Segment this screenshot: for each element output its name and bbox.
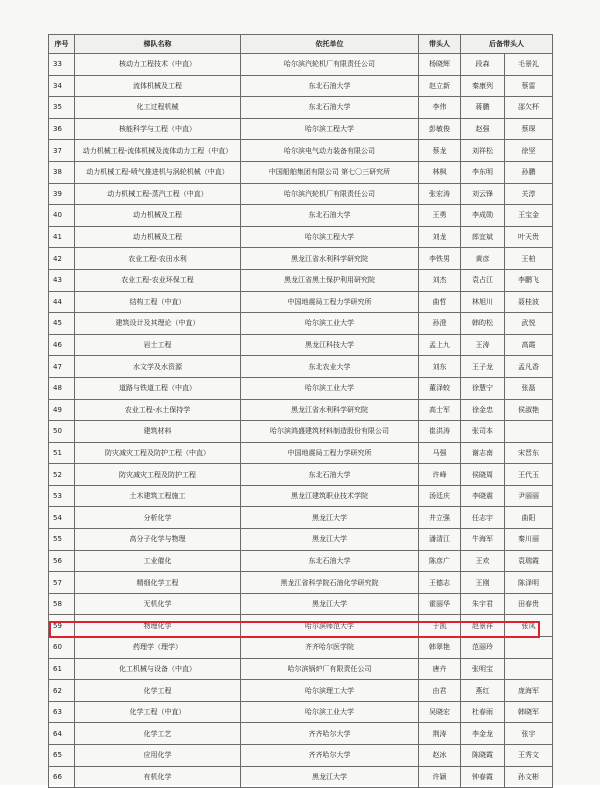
team-name: 化学工程（中直） [75,701,241,723]
backup-leader-1: 李成勋 [461,205,505,227]
backup-leader-2: 庞海军 [505,680,553,702]
row-index: 40 [49,205,75,227]
host-unit: 中国地震局工程力学研究所 [241,291,419,313]
table-row [49,226,553,248]
row-index: 36 [49,118,75,140]
row-index: 35 [49,97,75,119]
table-row [49,421,553,443]
leader: 张宏涛 [419,183,461,205]
row-index: 60 [49,637,75,659]
backup-leader-1: 刘云锋 [461,183,505,205]
backup-leader-2: 蔡琛 [505,118,553,140]
backup-leader-1: 张司本 [461,421,505,443]
table-row [49,701,553,723]
row-index: 33 [49,54,75,76]
team-name: 动力机械工程-喷气推进机与涡轮机械（中直） [75,161,241,183]
table-row [49,140,553,162]
team-name: 化工机械与设备（中直） [75,658,241,680]
header-backup-leader: 后备带头人 [461,35,553,54]
backup-leader-2: 王代玉 [505,464,553,486]
team-name: 核能科学与工程（中直） [75,118,241,140]
host-unit: 哈尔滨鸿盛建筑材料制造股份有限公司 [241,421,419,443]
backup-leader-1: 李金龙 [461,723,505,745]
team-name: 土木建筑工程施工 [75,485,241,507]
backup-leader-1: 李东明 [461,161,505,183]
host-unit: 哈尔滨汽轮机厂有限责任公司 [241,183,419,205]
host-unit: 黑龙江省水利科学研究院 [241,248,419,270]
table-row [49,680,553,702]
row-index: 64 [49,723,75,745]
table-row [49,399,553,421]
row-index: 55 [49,529,75,551]
row-index: 39 [49,183,75,205]
row-index: 50 [49,421,75,443]
backup-leader-1: 段森 [461,54,505,76]
leader: 井立强 [419,507,461,529]
backup-leader-2 [505,637,553,659]
table-row [49,291,553,313]
backup-leader-2: 王秀文 [505,745,553,767]
row-index: 62 [49,680,75,702]
backup-leader-2: 袁瑞霞 [505,550,553,572]
backup-leader-1: 牛海军 [461,529,505,551]
team-name: 防灾减灾工程及防护工程（中直） [75,442,241,464]
leader: 林枫 [419,161,461,183]
row-index: 51 [49,442,75,464]
leader: 许峰 [419,464,461,486]
team-name: 分析化学 [75,507,241,529]
host-unit: 东北石油大学 [241,550,419,572]
table-row [49,572,553,594]
leader: 高士军 [419,399,461,421]
leader: 孙澄 [419,313,461,335]
table-row [49,75,553,97]
row-index: 66 [49,766,75,788]
team-name: 水文学及水资源 [75,356,241,378]
leader: 刘杰 [419,269,461,291]
team-name: 建筑材料 [75,421,241,443]
host-unit: 黑龙江省黑土保护利用研究院 [241,269,419,291]
backup-leader-1: 赵强 [461,118,505,140]
team-name: 动力机械工程-流体机械及流体动力工程（中直） [75,140,241,162]
leader: 刘东 [419,356,461,378]
table-row [49,637,553,659]
row-index: 52 [49,464,75,486]
backup-leader-2: 孙鹏 [505,161,553,183]
backup-leader-1: 张明宝 [461,658,505,680]
leader: 陈彦广 [419,550,461,572]
backup-leader-1: 林旭川 [461,291,505,313]
row-index: 58 [49,593,75,615]
backup-leader-1: 郎宜斌 [461,226,505,248]
backup-leader-2: 尹丽丽 [505,485,553,507]
backup-leader-1: 杜春雨 [461,701,505,723]
leader: 董泽蛟 [419,377,461,399]
backup-leader-1: 李晓震 [461,485,505,507]
host-unit: 黑龙江建筑职业技术学院 [241,485,419,507]
host-unit: 东北石油大学 [241,97,419,119]
backup-leader-1: 王欢 [461,550,505,572]
leader: 马强 [419,442,461,464]
team-name: 精细化学工程 [75,572,241,594]
table-row [49,464,553,486]
table-row [49,54,553,76]
backup-leader-1: 王刚 [461,572,505,594]
leader: 潘清江 [419,529,461,551]
backup-leader-2 [505,421,553,443]
header-team-name: 梯队名称 [75,35,241,54]
backup-leader-2: 孟凡香 [505,356,553,378]
team-name: 物理化学 [75,615,241,637]
leader: 彭敏俊 [419,118,461,140]
table-row [49,205,553,227]
backup-leader-2: 张凤 [505,615,553,637]
table-row [49,723,553,745]
row-index: 59 [49,615,75,637]
team-name: 动力机械及工程 [75,226,241,248]
table-body [49,54,553,788]
backup-leader-1: 蒋鹏 [461,97,505,119]
host-unit: 中国地震局工程力学研究所 [241,442,419,464]
backup-leader-2: 王柏 [505,248,553,270]
team-name: 工业催化 [75,550,241,572]
row-index: 65 [49,745,75,767]
table-row [49,507,553,529]
host-unit: 齐齐哈尔大学 [241,745,419,767]
backup-leader-2: 聂桂波 [505,291,553,313]
table-row [49,97,553,119]
leader: 杨晓辉 [419,54,461,76]
row-index: 37 [49,140,75,162]
row-index: 42 [49,248,75,270]
host-unit: 东北石油大学 [241,464,419,486]
leader: 许颖 [419,766,461,788]
backup-leader-1: 徐慧宁 [461,377,505,399]
table-row [49,118,553,140]
team-name: 农业工程-农业环保工程 [75,269,241,291]
table-row [49,377,553,399]
backup-leader-1: 陈晓霞 [461,745,505,767]
host-unit: 东北石油大学 [241,75,419,97]
row-index: 61 [49,658,75,680]
table-row [49,334,553,356]
backup-leader-1: 韩昀松 [461,313,505,335]
backup-leader-2: 孙文彬 [505,766,553,788]
backup-leader-1: 刘祥松 [461,140,505,162]
row-index: 47 [49,356,75,378]
leader: 由君 [419,680,461,702]
host-unit: 哈尔滨工业大学 [241,377,419,399]
table-row [49,313,553,335]
host-unit: 黑龙江省水利科学研究院 [241,399,419,421]
row-index: 53 [49,485,75,507]
row-index: 56 [49,550,75,572]
row-index: 63 [49,701,75,723]
host-unit: 黑龙江大学 [241,593,419,615]
host-unit: 哈尔滨电气动力装备有限公司 [241,140,419,162]
backup-leader-1: 王子龙 [461,356,505,378]
team-name: 结构工程（中直） [75,291,241,313]
table-row [49,529,553,551]
backup-leader-1: 秦康列 [461,75,505,97]
backup-leader-2: 秦川丽 [505,529,553,551]
leader: 崔洪涛 [419,421,461,443]
backup-leader-1: 范丽玲 [461,637,505,659]
leader: 曲哲 [419,291,461,313]
team-name: 流体机械及工程 [75,75,241,97]
leader: 荆涛 [419,723,461,745]
host-unit: 哈尔滨汽轮机厂有限责任公司 [241,54,419,76]
leader: 赵冰 [419,745,461,767]
host-unit: 哈尔滨工程大学 [241,118,419,140]
leader: 蔡龙 [419,140,461,162]
leader: 李铁男 [419,248,461,270]
team-name: 动力机械工程-蒸汽工程（中直） [75,183,241,205]
leader: 霍丽华 [419,593,461,615]
table-row [49,550,553,572]
row-index: 57 [49,572,75,594]
team-name: 核动力工程技术（中直） [75,54,241,76]
backup-leader-2: 武悦 [505,313,553,335]
table-row [49,593,553,615]
host-unit: 中国船舶集团有限公司 第七〇三研究所 [241,161,419,183]
table-row [49,248,553,270]
host-unit: 哈尔滨理工大学 [241,680,419,702]
team-roster-table [48,34,553,788]
host-unit: 哈尔滨工业大学 [241,701,419,723]
leader: 王勇 [419,205,461,227]
backup-leader-1: 袁占江 [461,269,505,291]
backup-leader-2: 田春贵 [505,593,553,615]
row-index: 38 [49,161,75,183]
backup-leader-1: 谢志南 [461,442,505,464]
team-name: 药理学（理学） [75,637,241,659]
host-unit: 黑龙江大学 [241,507,419,529]
host-unit: 黑龙江省科学院石油化学研究院 [241,572,419,594]
row-index: 48 [49,377,75,399]
backup-leader-1: 侯晓周 [461,464,505,486]
backup-leader-2: 蔡雷 [505,75,553,97]
backup-leader-2: 宋晋东 [505,442,553,464]
backup-leader-1: 王涛 [461,334,505,356]
row-index: 41 [49,226,75,248]
backup-leader-2: 李鹏飞 [505,269,553,291]
backup-leader-1: 钟春霞 [461,766,505,788]
backup-leader-1: 燕红 [461,680,505,702]
team-name: 道路与铁道工程（中直） [75,377,241,399]
table-row [49,485,553,507]
host-unit: 黑龙江大学 [241,529,419,551]
team-name: 化工过程机械 [75,97,241,119]
backup-leader-1: 黄彦 [461,248,505,270]
header-leader: 带头人 [419,35,461,54]
team-name: 农业工程-水土保持学 [75,399,241,421]
leader: 赵立新 [419,75,461,97]
header-index: 序号 [49,35,75,54]
team-name: 有机化学 [75,766,241,788]
row-index: 44 [49,291,75,313]
backup-leader-2 [505,658,553,680]
team-name: 化学工艺 [75,723,241,745]
backup-leader-2: 毛景礼 [505,54,553,76]
leader: 汤廷庆 [419,485,461,507]
host-unit: 齐齐哈尔大学 [241,723,419,745]
table-header-row [49,35,553,54]
table-row [49,356,553,378]
row-index: 34 [49,75,75,97]
leader: 吴晓宏 [419,701,461,723]
host-unit: 东北石油大学 [241,205,419,227]
backup-leader-2: 曲阳 [505,507,553,529]
host-unit: 哈尔滨工程大学 [241,226,419,248]
backup-leader-2: 徐坚 [505,140,553,162]
team-name: 动力机械及工程 [75,205,241,227]
table-row [49,161,553,183]
table-row [49,269,553,291]
row-index: 49 [49,399,75,421]
host-unit: 黑龙江科技大学 [241,334,419,356]
leader: 刘龙 [419,226,461,248]
backup-leader-1: 赵景祥 [461,615,505,637]
leader: 于凯 [419,615,461,637]
table-row [49,745,553,767]
backup-leader-2: 张宇 [505,723,553,745]
row-index: 45 [49,313,75,335]
team-name: 农业工程-农田水利 [75,248,241,270]
backup-leader-2: 邵欠杯 [505,97,553,119]
backup-leader-2: 韩晓军 [505,701,553,723]
table-row [49,183,553,205]
leader: 孟上九 [419,334,461,356]
team-name: 岩土工程 [75,334,241,356]
backup-leader-2: 陈泽明 [505,572,553,594]
host-unit: 哈尔滨师范大学 [241,615,419,637]
leader: 李伟 [419,97,461,119]
header-host-unit: 依托单位 [241,35,419,54]
leader: 唐卉 [419,658,461,680]
table-row [49,442,553,464]
highlight-box [49,621,540,638]
leader: 王德志 [419,572,461,594]
row-index: 54 [49,507,75,529]
table-row [49,658,553,680]
backup-leader-2: 王宝金 [505,205,553,227]
team-name: 应用化学 [75,745,241,767]
team-name: 防灾减灾工程及防护工程 [75,464,241,486]
row-index: 46 [49,334,75,356]
host-unit: 哈尔滨锅炉厂有限责任公司 [241,658,419,680]
host-unit: 哈尔滨工业大学 [241,313,419,335]
backup-leader-1: 徐金忠 [461,399,505,421]
backup-leader-1: 朱宇君 [461,593,505,615]
backup-leader-2: 关淳 [505,183,553,205]
team-name: 建筑设计及其理论（中直） [75,313,241,335]
leader: 韩翠艳 [419,637,461,659]
team-name: 高分子化学与物理 [75,529,241,551]
backup-leader-2: 侯淑艳 [505,399,553,421]
backup-leader-2: 张磊 [505,377,553,399]
team-name: 化学工程 [75,680,241,702]
row-index: 43 [49,269,75,291]
backup-leader-2: 叶天贵 [505,226,553,248]
table-row [49,766,553,788]
host-unit: 黑龙江大学 [241,766,419,788]
backup-leader-2: 高霞 [505,334,553,356]
host-unit: 东北农业大学 [241,356,419,378]
backup-leader-1: 任志宇 [461,507,505,529]
team-name: 无机化学 [75,593,241,615]
host-unit: 齐齐哈尔医学院 [241,637,419,659]
